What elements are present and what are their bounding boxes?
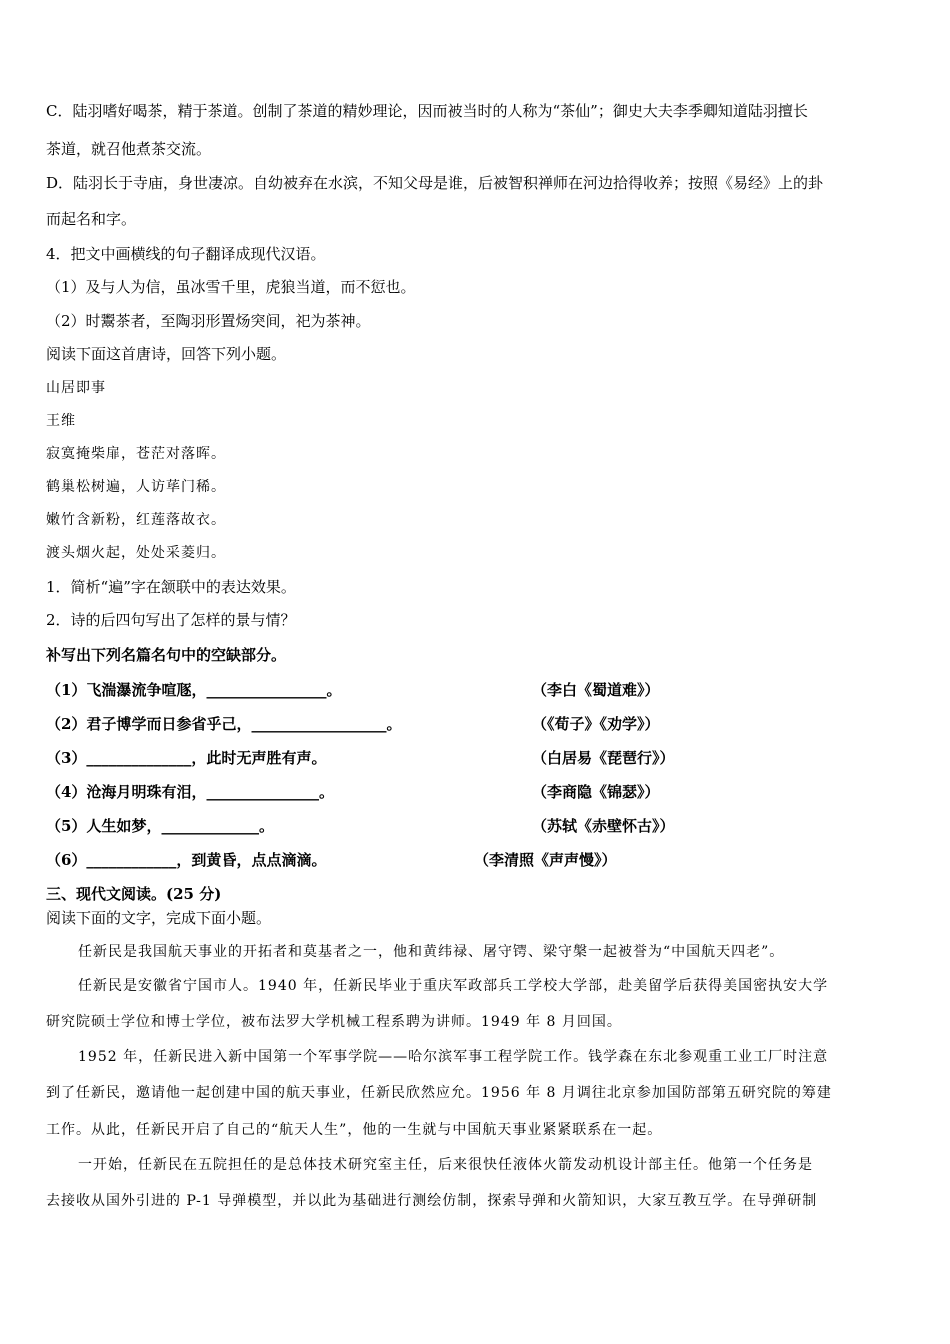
translation-item-1: （1）及与人为信，虽冰雪千里，虎狼当道，而不愆也。 (46, 278, 416, 296)
fill-item-source: （白居易《琵琶行》） (532, 749, 675, 767)
option-d-line2: 而起名和字。 (46, 210, 137, 228)
option-c-line2: 茶道，就召他煮茶交流。 (46, 140, 212, 158)
fill-item: （4）沧海月明珠有泪，_______________。 (46, 783, 334, 801)
fill-item: （3）______________，此时无声胜有声。 (46, 749, 327, 767)
paragraph-3-line3: 工作。从此，任新民开启了自己的“航天人生”，他的一生就与中国航天事业紧紧联系在一起。 (46, 1122, 663, 1138)
fill-item: （6）____________，到黄昏，点点滴滴。 (46, 851, 327, 869)
fill-item-source: （李清照《声声慢》） (474, 851, 617, 869)
fill-item: （1）飞湍瀑流争喧豗，________________。 (46, 681, 342, 699)
translation-item-2: （2）时鬻茶者，至陶羽形置炀突间，祀为茶神。 (46, 312, 371, 330)
option-c-line1: C．陆羽嗜好喝茶，精于茶道。创制了茶道的精妙理论，因而被当时的人称为“茶仙”；御史大夫李季卿知道陆羽擅长 (46, 102, 808, 120)
poem-author: 王维 (46, 413, 76, 429)
poem-title: 山居即事 (46, 380, 106, 396)
section3-heading: 三、现代文阅读。(25 分) (46, 885, 222, 903)
poem-line: 寂寞掩柴扉，苍茫对落晖。 (46, 446, 226, 462)
paragraph-2-line1: 任新民是安徽省宁国市人。1940 年，任新民毕业于重庆军政部兵工学校大学部，赴美留学后获得美国密执安大学 (78, 978, 829, 994)
poem-question-1: 1．简析“遍”字在颔联中的表达效果。 (46, 578, 296, 596)
section3-intro: 阅读下面的文字，完成下面小题。 (46, 909, 272, 927)
poem-question-2: 2．诗的后四句写出了怎样的景与情？ (46, 611, 296, 629)
translation-question: 4．把文中画横线的句子翻译成现代汉语。 (46, 245, 326, 263)
poem-line: 渡头烟火起，处处采菱归。 (46, 545, 226, 561)
poem-intro: 阅读下面这首唐诗，回答下列小题。 (46, 345, 287, 363)
fill-item: （2）君子博学而日参省乎己，__________________。 (46, 715, 402, 733)
paragraph-3-line2: 到了任新民，邀请他一起创建中国的航天事业，任新民欣然应允。1956 年 8 月调往北京参加国防部第五研究院的筹建 (46, 1085, 832, 1101)
paragraph-2-line2: 研究院硕士学位和博士学位，被布法罗大学机械工程系聘为讲师。1949 年 8 月回国。 (46, 1014, 622, 1030)
fill-item: （5）人生如梦，_____________。 (46, 817, 274, 835)
fill-item-source: （《荀子》《劝学》） (532, 715, 660, 733)
fill-item-source: （李白《蜀道难》） (532, 681, 660, 699)
poem-line: 鹤巢松树遍，人访荜门稀。 (46, 479, 226, 495)
paragraph-3-line1: 1952 年，任新民进入新中国第一个军事学院——哈尔滨军事工程学院工作。钱学森在东北参观重工业工厂时注意 (78, 1049, 829, 1065)
fill-item-source: （苏轼《赤壁怀古》） (532, 817, 675, 835)
paragraph-4-line1: 一开始，任新民在五院担任的是总体技术研究室主任，后来很快任液体火箭发动机设计部主任。他第一个任务是 (78, 1157, 813, 1173)
poem-line: 嫩竹含新粉，红莲落故衣。 (46, 512, 226, 528)
option-d-line1: D．陆羽长于寺庙，身世凄凉。自幼被弃在水滨，不知父母是谁，后被智积禅师在河边拾得收养；按照《易经》上的卦 (46, 174, 824, 192)
paragraph-1: 任新民是我国航天事业的开拓者和莫基者之一，他和黄纬禄、屠守锷、梁守槃一起被誉为“中国航天四老”。 (78, 944, 785, 960)
fill-heading: 补写出下列名篇名句中的空缺部分。 (46, 646, 287, 664)
paragraph-4-line2: 去接收从国外引进的 P-1 导弹模型，并以此为基础进行测绘仿制，探索导弹和火箭知识，大家互教互学。在导弹研制 (46, 1193, 818, 1209)
fill-item-source: （李商隐《锦瑟》） (532, 783, 660, 801)
